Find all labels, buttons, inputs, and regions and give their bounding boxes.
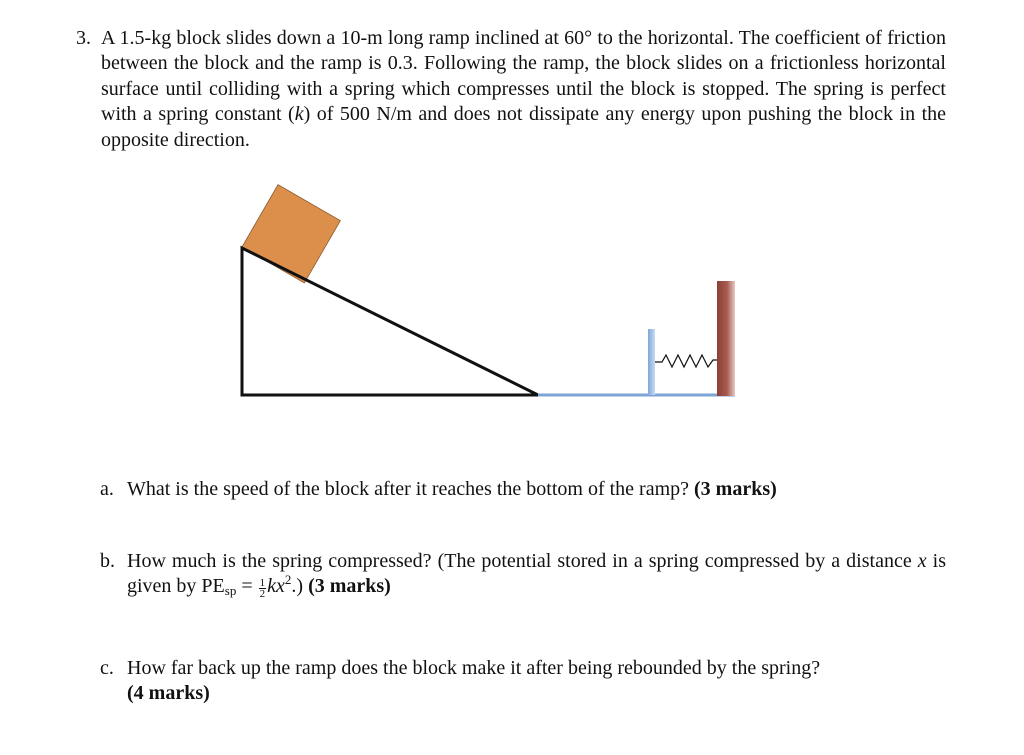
question-text-part2: ) of 500 N/m and does not dissipate any energy upon pushing the block in the opposite direction. xyxy=(101,103,946,151)
part-c xyxy=(100,656,946,707)
fraction-numerator: 1 xyxy=(259,577,266,590)
question-number: 3. xyxy=(76,27,91,49)
part-b-text-4: .) xyxy=(291,575,304,598)
part-c-label: c. xyxy=(100,657,114,679)
pe-subscript: sp xyxy=(224,583,237,599)
distance-symbol: x xyxy=(917,550,927,572)
ramp xyxy=(242,248,538,395)
sliding-block xyxy=(242,185,340,283)
part-b-text-2: is given by PE xyxy=(127,550,946,598)
spring-plate xyxy=(648,329,655,395)
part-a-label: a. xyxy=(100,478,114,500)
part-b xyxy=(100,549,946,600)
part-a-marks: (3 marks) xyxy=(694,478,777,500)
square-exponent: 2 xyxy=(284,572,292,588)
part-c-text: How far back up the ramp does the block make it after being rebounded by the spring? xyxy=(127,657,821,679)
part-b-label: b. xyxy=(100,550,115,572)
question-text-part1: A 1.5-kg block slides down a 10-m long ramp inclined at 60° to the horizontal. The coefficient of friction between the block and the ramp is 0.3. Following the ramp, the block slides on a frictionless horizontal surface until colliding with a spring which compresses until the block is stopped. The spring is perfect with a spring constant ( xyxy=(101,27,946,126)
part-a-text: What is the speed of the block after it reaches the bottom of the ramp? xyxy=(127,478,690,500)
part-a xyxy=(100,477,946,502)
one-half-fraction xyxy=(259,578,267,599)
spring-constant-symbol: k xyxy=(294,103,304,126)
part-b-text-3: = xyxy=(236,575,258,598)
part-b-text-1: How much is the spring compressed? (The potential stored in a spring compressed by a distance xyxy=(127,550,918,572)
spring xyxy=(655,355,717,367)
kx-term: kx xyxy=(267,575,285,598)
fraction-denominator: 2 xyxy=(259,588,266,601)
part-b-marks: (3 marks) xyxy=(308,575,391,598)
wall xyxy=(717,281,735,396)
part-c-marks: (4 marks) xyxy=(127,682,210,705)
